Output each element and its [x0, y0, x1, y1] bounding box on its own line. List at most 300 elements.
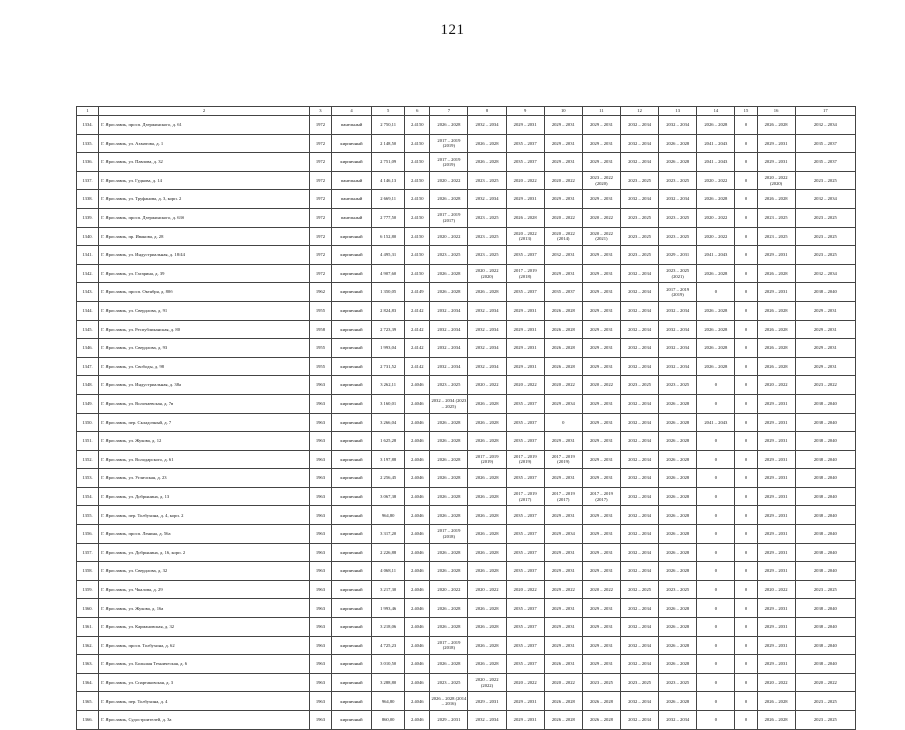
table-cell: 1340.	[77, 227, 99, 246]
table-cell: 2029 – 2031	[757, 283, 795, 302]
address-cell: Г. Ярославль, ул. Свердлова, д. 32	[99, 562, 310, 581]
table-cell: 0	[735, 357, 757, 376]
table-cell: 1963	[309, 450, 331, 469]
table-cell: 1972	[309, 116, 331, 135]
table-cell: 2.4150	[405, 208, 430, 227]
table-row	[77, 636, 856, 655]
table-cell: кирпичный	[331, 636, 371, 655]
table-cell: 2026 – 2028	[659, 636, 697, 655]
table-cell: 2032 – 2034	[621, 301, 659, 320]
table-cell: 2020 – 2022	[506, 673, 544, 692]
table-cell: 1362.	[77, 636, 99, 655]
table-cell: 2038 – 2040	[795, 394, 855, 413]
table-cell: 2020 – 2022 (2020)	[757, 171, 795, 190]
table-cell: 2020 – 2022	[582, 580, 620, 599]
table-cell: кирпичный	[331, 673, 371, 692]
table-cell: 2032 – 2034	[621, 283, 659, 302]
table-cell: 2038 – 2040	[795, 450, 855, 469]
table-cell: кирпичный	[331, 394, 371, 413]
address-cell: Г. Ярославль, ул. Добрынина, д. 16, корп. 2	[99, 543, 310, 562]
table-cell: 2026 – 2028	[659, 599, 697, 618]
table-cell: 2038 – 2040	[795, 469, 855, 488]
table-cell: 0	[735, 413, 757, 432]
table-cell: 1350.	[77, 413, 99, 432]
table-cell: 2026 – 2028	[757, 711, 795, 730]
table-cell: 2026 – 2028	[659, 692, 697, 711]
table-cell: 2032 – 2034	[795, 190, 855, 209]
table-cell: 2020 – 2022	[544, 208, 582, 227]
table-cell: 3 218,06	[372, 618, 405, 637]
table-cell: 3 197,88	[372, 450, 405, 469]
table-cell: кирпичный	[331, 599, 371, 618]
table-cell: 2035 – 2037	[506, 599, 544, 618]
table-cell: кирпичный	[331, 339, 371, 358]
table-cell: 2029 – 2031	[795, 320, 855, 339]
table-cell: 2029 – 2031	[582, 264, 620, 283]
table-cell: 2026 – 2028	[430, 562, 468, 581]
table-cell: 2038 – 2040	[795, 487, 855, 506]
table-cell: 2020 – 2022	[506, 171, 544, 190]
table-cell: 2023 – 2025	[659, 208, 697, 227]
table-cell: 1348.	[77, 376, 99, 395]
table-cell: 0	[735, 487, 757, 506]
table-cell: 2035 – 2037	[795, 153, 855, 172]
table-cell: 1347.	[77, 357, 99, 376]
table-cell: 2 669,11	[372, 190, 405, 209]
table-cell: 2026 – 2028	[468, 506, 506, 525]
table-cell: 2029 – 2031	[582, 599, 620, 618]
table-cell: 2023 – 2022	[795, 376, 855, 395]
table-cell: 2026 – 2028	[468, 562, 506, 581]
table-cell: 0	[697, 655, 735, 674]
table-cell: 2023 – 2025	[659, 227, 697, 246]
address-cell: Г. Ярославль, Судостроителей, д. 3а	[99, 711, 310, 730]
table-cell: 2026 – 2028	[582, 692, 620, 711]
table-cell: 2032 – 2034	[621, 487, 659, 506]
table-cell: 2035 – 2037	[795, 134, 855, 153]
table-cell: кирпичный	[331, 487, 371, 506]
table-cell: 0	[735, 190, 757, 209]
table-cell: 2032 – 2034	[621, 394, 659, 413]
table-cell: 1 993,46	[372, 599, 405, 618]
table-cell: 2020 – 2022	[430, 227, 468, 246]
table-cell: 1963	[309, 599, 331, 618]
table-cell: 0	[735, 227, 757, 246]
table-cell: 2029 – 2031	[757, 636, 795, 655]
column-header: 3	[309, 107, 331, 116]
table-cell: 2029 – 2031	[544, 618, 582, 637]
table-cell: 2029 – 2031	[506, 116, 544, 135]
table-cell: 1 625,28	[372, 432, 405, 451]
table-cell: 2032 – 2034	[468, 320, 506, 339]
table-cell: 2020 – 2022	[795, 673, 855, 692]
table-cell: 2026 – 2028	[757, 264, 795, 283]
table-row	[77, 116, 856, 135]
table-cell: 2 777,50	[372, 208, 405, 227]
address-cell: Г. Ярославль, пр. Иванова, д. 28	[99, 227, 310, 246]
table-cell: 2026 – 2028	[544, 339, 582, 358]
table-cell: 2032 – 2034	[621, 320, 659, 339]
table-cell: 1366.	[77, 711, 99, 730]
table-cell: 2026 – 2028	[544, 320, 582, 339]
table-cell: 2017 – 2019 (2019)	[506, 450, 544, 469]
table-cell: 2020 – 2022 (2022)	[468, 673, 506, 692]
page-number: 121	[440, 22, 465, 38]
address-cell: Г. Ярославль, ул. Угличская, д. 23	[99, 469, 310, 488]
table-row	[77, 487, 856, 506]
column-header: 9	[506, 107, 544, 116]
table-cell: 1963	[309, 692, 331, 711]
table-cell: 2020 – 2022	[757, 673, 795, 692]
table-cell: 2.4046	[405, 525, 430, 544]
table-cell: кирпичный	[331, 413, 371, 432]
table-cell: 2029 – 2031	[757, 487, 795, 506]
table-cell: 2.4046	[405, 580, 430, 599]
table-cell: 2026 – 2028	[659, 413, 697, 432]
table-cell: 2026 – 2028	[468, 487, 506, 506]
table-cell: 2029 – 2031	[582, 153, 620, 172]
table-cell: 2.4046	[405, 450, 430, 469]
table-cell: 2038 – 2040	[795, 432, 855, 451]
table-cell: 2026 – 2028	[757, 339, 795, 358]
table-cell: 2029 – 2031	[659, 246, 697, 265]
table-cell: панельный	[331, 116, 371, 135]
table-cell: 2023 – 2025	[757, 208, 795, 227]
table-cell: 2.4046	[405, 469, 430, 488]
table-cell: 2.4149	[405, 283, 430, 302]
table-cell: 2026 – 2028	[468, 525, 506, 544]
table-cell: 2029 – 2031	[757, 450, 795, 469]
table-cell: 2029 – 2031	[795, 357, 855, 376]
table-cell: 2026 – 2028	[430, 116, 468, 135]
table-cell: 2023 – 2025	[621, 171, 659, 190]
header-row	[77, 107, 856, 116]
table-cell: кирпичный	[331, 320, 371, 339]
table-cell: 2029 – 2031	[582, 450, 620, 469]
table-cell: 2029 – 2031	[582, 301, 620, 320]
table-cell: 2029 – 2031	[468, 692, 506, 711]
table-cell: 2020 – 2022	[544, 376, 582, 395]
table-cell: 2.4142	[405, 357, 430, 376]
table-row	[77, 506, 856, 525]
table-cell: 1963	[309, 376, 331, 395]
table-cell: 2023 – 2025	[659, 171, 697, 190]
table-cell: 2020 – 2022	[582, 376, 620, 395]
table-row	[77, 301, 856, 320]
table-cell: 2029 – 2031	[506, 339, 544, 358]
column-header: 5	[372, 107, 405, 116]
address-cell: Г. Ярославль, ул. Большая Техническая, д. 6	[99, 655, 310, 674]
table-row	[77, 469, 856, 488]
table-cell: 2029 – 2031	[544, 432, 582, 451]
table-row	[77, 394, 856, 413]
address-cell: Г. Ярославль, ул. Республиканская, д. 80	[99, 320, 310, 339]
table-cell: 2032 – 2034	[430, 357, 468, 376]
column-header: 1	[77, 107, 99, 116]
table-cell: 2029 – 2031	[582, 320, 620, 339]
table-cell: 2038 – 2040	[795, 655, 855, 674]
table-cell: 2029 – 2031	[544, 190, 582, 209]
table-cell: 0	[697, 692, 735, 711]
table-cell: 0	[735, 636, 757, 655]
table-cell: 0	[697, 525, 735, 544]
table-cell: 2017 – 2019 (2019)	[468, 450, 506, 469]
table-cell: 2023 – 2025	[621, 246, 659, 265]
table-cell: 0	[735, 283, 757, 302]
table-cell: 2020 – 2022 (2014)	[544, 227, 582, 246]
table-cell: 2038 – 2040	[795, 599, 855, 618]
table-cell: 4 146,13	[372, 171, 405, 190]
table-cell: 2026 – 2031	[544, 655, 582, 674]
table-cell: 2026 – 2028	[468, 655, 506, 674]
table-cell: 2017 – 2019 (2018)	[506, 264, 544, 283]
table-cell: 2.4046	[405, 711, 430, 730]
column-header: 13	[659, 107, 697, 116]
table-cell: 2017 – 2019 (2019)	[430, 134, 468, 153]
table-cell: 2026 – 2028	[757, 692, 795, 711]
capital-repair-schedule-table	[76, 106, 856, 730]
table-cell: 2035 – 2037	[506, 525, 544, 544]
table-cell: 2026 – 2028	[659, 562, 697, 581]
table-cell: 2017 – 2019 (2018)	[430, 525, 468, 544]
table-cell: 0	[735, 171, 757, 190]
table-cell: 2029 – 2031	[582, 562, 620, 581]
table-cell: 2026 – 2028	[468, 153, 506, 172]
column-header: 11	[582, 107, 620, 116]
address-cell: Г. Ярославль, ул. Гудкова, д. 14	[99, 171, 310, 190]
table-cell: 0	[697, 469, 735, 488]
table-row	[77, 357, 856, 376]
address-cell: Г. Ярославль, ул. Жукова, д. 16а	[99, 599, 310, 618]
table-cell: 0	[735, 618, 757, 637]
table-cell: 2035 – 2037	[506, 636, 544, 655]
table-cell: 2026 – 2028	[582, 711, 620, 730]
table-cell: 4 725,23	[372, 636, 405, 655]
table-cell: 1963	[309, 580, 331, 599]
table-cell: 2026 – 2028	[659, 450, 697, 469]
column-header: 14	[697, 107, 735, 116]
table-cell: 2038 – 2040	[795, 525, 855, 544]
column-header: 7	[430, 107, 468, 116]
table-cell: кирпичный	[331, 692, 371, 711]
table-cell: 2032 – 2034	[659, 116, 697, 135]
table-cell: 1962	[309, 283, 331, 302]
table-row	[77, 208, 856, 227]
table-cell: 2 751,09	[372, 153, 405, 172]
table-row	[77, 580, 856, 599]
table-cell: 2026 – 2028	[430, 413, 468, 432]
table-cell: 2029 – 2031	[757, 394, 795, 413]
table-cell: 1337.	[77, 171, 99, 190]
table-cell: 2026 – 2028	[468, 599, 506, 618]
table-cell: 0	[735, 469, 757, 488]
table-cell: 2020 – 2022 (2021)	[582, 227, 620, 246]
table-cell: 0	[697, 487, 735, 506]
address-cell: Г. Ярославль, просп. Ленина, д. 56а	[99, 525, 310, 544]
table-cell: 0	[697, 562, 735, 581]
table-cell: кирпичный	[331, 301, 371, 320]
table-cell: 2.4150	[405, 171, 430, 190]
address-cell: Г. Ярославль, просп. Дзержинского, д. 63б	[99, 208, 310, 227]
table-cell: 2035 – 2037	[506, 562, 544, 581]
table-cell: 2.4046	[405, 394, 430, 413]
table-cell: 2023 – 2025	[430, 376, 468, 395]
table-cell: панельный	[331, 208, 371, 227]
table-cell: 0	[697, 432, 735, 451]
table-cell: 2026 – 2028	[430, 469, 468, 488]
table-cell: 2029 – 2031	[582, 655, 620, 674]
table-cell: 2026 – 2028	[757, 357, 795, 376]
table-cell: 2020 – 2022	[468, 376, 506, 395]
address-cell: Г. Ярославль, ул. Свердлова, д. 93	[99, 339, 310, 358]
table-cell: 2029 – 2031	[582, 506, 620, 525]
table-cell: кирпичный	[331, 264, 371, 283]
table-cell: 2029 – 2034	[544, 525, 582, 544]
table-cell: 2.4046	[405, 413, 430, 432]
table-cell: 2.4046	[405, 543, 430, 562]
table-row	[77, 711, 856, 730]
address-cell: Г. Ярославль, ул. Индустриальная, д. 38а	[99, 376, 310, 395]
table-cell: 1955	[309, 301, 331, 320]
table-cell: 2041 – 2043	[697, 413, 735, 432]
table-cell: 2029 – 2031	[582, 116, 620, 135]
table-cell: 2032 – 2034	[430, 301, 468, 320]
table-cell: 0	[735, 134, 757, 153]
table-row	[77, 153, 856, 172]
table-row	[77, 450, 856, 469]
table-cell: кирпичный	[331, 357, 371, 376]
table-cell: 2026 – 2028	[506, 208, 544, 227]
table-cell: 2029 – 2031	[795, 339, 855, 358]
table-cell: 0	[735, 711, 757, 730]
table-cell: 2023 – 2025	[795, 711, 855, 730]
table-cell: 2029 – 2031	[544, 506, 582, 525]
table-cell: 2023 – 2025	[659, 673, 697, 692]
table-cell: кирпичный	[331, 562, 371, 581]
table-cell: 2020 – 2022	[697, 208, 735, 227]
table-cell: 2026 – 2028	[697, 264, 735, 283]
table-cell: 2029 – 2031	[506, 320, 544, 339]
table-cell: 2026 – 2028	[659, 487, 697, 506]
table-cell: 1963	[309, 543, 331, 562]
table-cell: 2026 – 2028	[659, 543, 697, 562]
table-row	[77, 525, 856, 544]
table-cell: 1338.	[77, 190, 99, 209]
table-cell: 2029 – 2031	[757, 543, 795, 562]
table-cell: 1972	[309, 190, 331, 209]
table-cell: 3 160,01	[372, 394, 405, 413]
table-cell: 2035 – 2037	[506, 543, 544, 562]
table-cell: 2026 – 2028	[430, 487, 468, 506]
table-cell: 2017 – 2019 (2017)	[506, 487, 544, 506]
table-cell: 2032 – 2034	[621, 543, 659, 562]
table-cell: 0	[697, 711, 735, 730]
table-cell: 0	[697, 636, 735, 655]
table-cell: 0	[735, 376, 757, 395]
table-cell: 2029 – 2031	[582, 469, 620, 488]
table-row	[77, 543, 856, 562]
table-cell: кирпичный	[331, 469, 371, 488]
table-cell: 2035 – 2037	[506, 246, 544, 265]
column-header: 15	[735, 107, 757, 116]
table-cell: 0	[735, 599, 757, 618]
table-cell: 1336.	[77, 153, 99, 172]
table-cell: 2.4046	[405, 376, 430, 395]
table-cell: 1354.	[77, 487, 99, 506]
table-cell: 2035 – 2037	[506, 469, 544, 488]
table-cell: 2032 – 2034	[621, 655, 659, 674]
table-cell: 2.4150	[405, 153, 430, 172]
table-cell: 1955	[309, 357, 331, 376]
table-cell: 2023 – 2025	[468, 171, 506, 190]
table-cell: 2032 – 2034	[621, 432, 659, 451]
table-cell: 2032 – 2034	[621, 562, 659, 581]
table-cell: 2029 – 2031	[757, 153, 795, 172]
table-cell: 2023 – 2025	[621, 673, 659, 692]
table-cell: кирпичный	[331, 246, 371, 265]
table-cell: 2029 – 2031	[430, 711, 468, 730]
table-cell: 2029 – 2031	[544, 264, 582, 283]
table-cell: 2032 – 2034	[621, 469, 659, 488]
address-cell: Г. Ярославль, просп. Толбухина, д. 62	[99, 636, 310, 655]
table-cell: 2023 – 2025	[659, 376, 697, 395]
table-cell: 0	[735, 450, 757, 469]
table-cell: 2038 – 2040	[795, 562, 855, 581]
table-cell: 2 731,52	[372, 357, 405, 376]
table-cell: кирпичный	[331, 432, 371, 451]
table-cell: 2023 – 2025 (2021)	[659, 264, 697, 283]
table-cell: 2032 – 2034	[659, 301, 697, 320]
table-cell: 2032 – 2034	[621, 711, 659, 730]
table-cell: 2032 – 2034	[621, 190, 659, 209]
table-cell: 0	[735, 394, 757, 413]
table-cell: 1349.	[77, 394, 99, 413]
table-cell: 2029 – 2031	[506, 301, 544, 320]
table-cell: 2.4142	[405, 320, 430, 339]
table-cell: 1358.	[77, 562, 99, 581]
table-cell: 0	[697, 450, 735, 469]
table-cell: 2.4150	[405, 116, 430, 135]
table-cell: 2038 – 2040	[795, 543, 855, 562]
table-cell: 0	[735, 655, 757, 674]
table-cell: 1361.	[77, 618, 99, 637]
table-cell: 1346.	[77, 339, 99, 358]
table-cell: 2035 – 2037	[506, 655, 544, 674]
table-cell: кирпичный	[331, 153, 371, 172]
table-cell: 2032 – 2034	[468, 711, 506, 730]
table-cell: 2026 – 2028	[757, 301, 795, 320]
table-cell: 2038 – 2040	[795, 506, 855, 525]
table-cell: 1356.	[77, 525, 99, 544]
table-cell: 1345.	[77, 320, 99, 339]
address-cell: Г. Ярославль, ул. Индустриальная, д. 18/44	[99, 246, 310, 265]
table-cell: 0	[735, 246, 757, 265]
table-cell: 2041 – 2043	[697, 153, 735, 172]
table-cell: 2026 – 2028	[659, 469, 697, 488]
table-cell: 2029 – 2031	[757, 246, 795, 265]
column-header: 12	[621, 107, 659, 116]
table-row	[77, 283, 856, 302]
table-row	[77, 320, 856, 339]
table-cell: кирпичный	[331, 134, 371, 153]
table-cell: кирпичный	[331, 580, 371, 599]
table-row	[77, 190, 856, 209]
table-cell: 2017 – 2019 (2019)	[430, 153, 468, 172]
table-cell: 2026 – 2028	[430, 283, 468, 302]
table-cell: 2026 – 2028	[468, 134, 506, 153]
address-cell: Г. Ярославль, ул. Павлова, д. 32	[99, 153, 310, 172]
table-cell: 2029 – 2031	[544, 116, 582, 135]
